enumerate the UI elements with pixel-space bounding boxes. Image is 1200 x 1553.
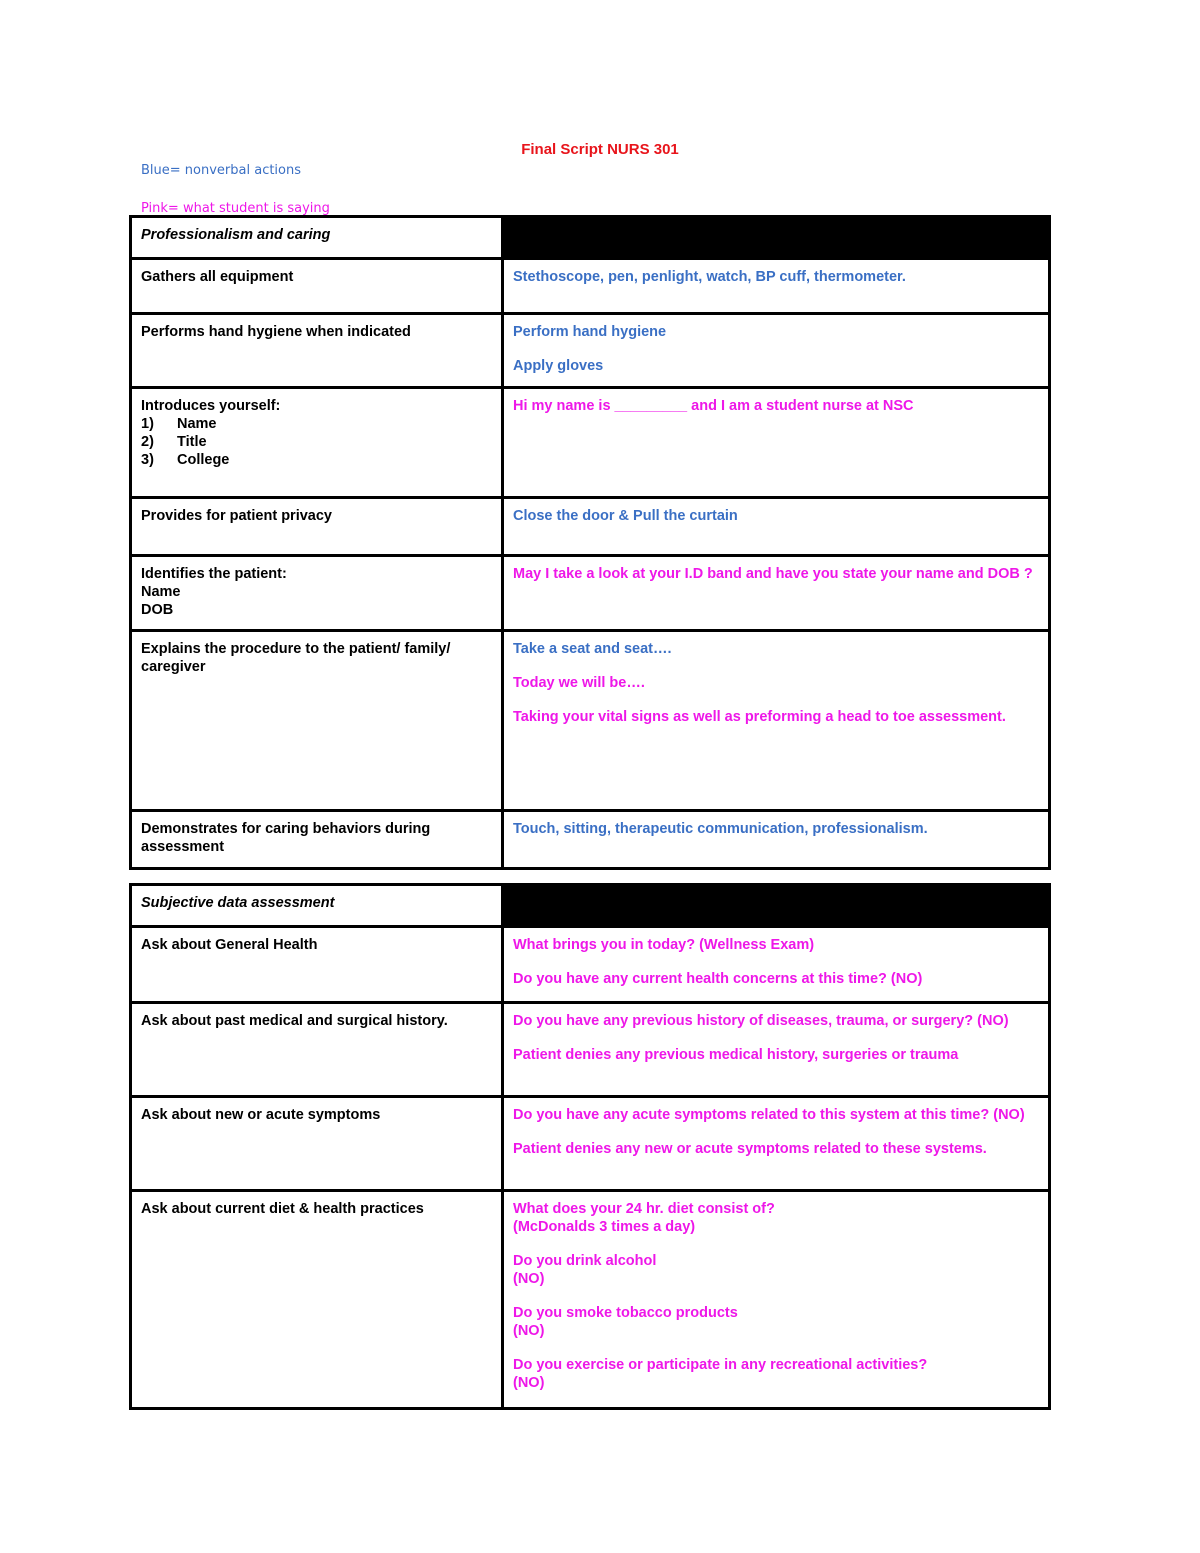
answer-line: (NO) xyxy=(513,1375,545,1391)
section-header: Professionalism and caring xyxy=(131,217,503,259)
subjective-data-table xyxy=(129,883,1051,1410)
speech-line: What brings you in today? (Wellness Exam) xyxy=(513,937,815,953)
header-dark-cell xyxy=(503,885,1050,927)
student-speech: Today we will be…. xyxy=(513,675,645,691)
legend-blue: Blue= nonverbal actions xyxy=(141,163,302,178)
script-cell xyxy=(503,631,1050,811)
speech-line: Do you have any current health concerns at this time? (NO) xyxy=(513,971,923,987)
table-row xyxy=(131,1097,1050,1191)
student-speech: Taking your vital signs as well as preforming a head to toe assessment. xyxy=(513,709,1006,725)
student-speech xyxy=(503,1097,1050,1191)
question-line: Do you smoke tobacco products xyxy=(513,1305,738,1321)
table-header-row xyxy=(131,885,1050,927)
speech-line: Patient denies any new or acute symptoms related to these systems. xyxy=(513,1141,987,1157)
action-line: Perform hand hygiene xyxy=(513,324,667,340)
list-item xyxy=(141,433,492,451)
student-speech: May I take a look at your I.D band and have you state your name and DOB ? xyxy=(503,556,1050,631)
answer-line: (NO) xyxy=(513,1271,545,1287)
table-row xyxy=(131,388,1050,498)
nonverbal-action xyxy=(503,314,1050,388)
nonverbal-action: Take a seat and seat…. xyxy=(513,641,672,657)
list-text: College xyxy=(177,452,230,468)
nonverbal-action: Touch, sitting, therapeutic communication, professionalism. xyxy=(503,811,1050,869)
criterion-heading: Introduces yourself: xyxy=(141,398,281,414)
criterion-label: Provides for patient privacy xyxy=(131,498,503,556)
nonverbal-action: Close the door & Pull the curtain xyxy=(503,498,1050,556)
list-number: 3) xyxy=(141,452,154,468)
question-line: Do you drink alcohol xyxy=(513,1253,657,1269)
section-header: Subjective data assessment xyxy=(131,885,503,927)
question-line: What does your 24 hr. diet consist of? xyxy=(513,1201,775,1217)
speech-line: Do you have any acute symptoms related to this system at this time? (NO) xyxy=(513,1107,1025,1123)
table-row xyxy=(131,498,1050,556)
criterion-label xyxy=(131,388,503,498)
speech-line: Do you have any previous history of diseases, trauma, or surgery? (NO) xyxy=(513,1013,1009,1029)
nonverbal-action: Stethoscope, pen, penlight, watch, BP cuff, thermometer. xyxy=(503,259,1050,314)
list-number: 1) xyxy=(141,416,154,432)
list-text: Title xyxy=(177,434,207,450)
criterion-label: Demonstrates for caring behaviors during assessment xyxy=(131,811,503,869)
table-row xyxy=(131,259,1050,314)
table-row xyxy=(131,631,1050,811)
table-row xyxy=(131,314,1050,388)
header-dark-cell xyxy=(503,217,1050,259)
answer-line: (NO) xyxy=(513,1323,545,1339)
table-header-row xyxy=(131,217,1050,259)
criterion-line: Name xyxy=(141,584,181,600)
criterion-label xyxy=(131,556,503,631)
student-speech xyxy=(503,1003,1050,1097)
action-line: Apply gloves xyxy=(513,358,604,374)
criterion-label: Performs hand hygiene when indicated xyxy=(131,314,503,388)
legend-pink: Pink= what student is saying xyxy=(141,201,330,216)
table-row xyxy=(131,811,1050,869)
table-row xyxy=(131,1003,1050,1097)
student-speech: Hi my name is _________ and I am a student nurse at NSC xyxy=(503,388,1050,498)
criterion-label: Gathers all equipment xyxy=(131,259,503,314)
table-row xyxy=(131,1191,1050,1409)
criterion-label: Explains the procedure to the patient/ family/ caregiver xyxy=(131,631,503,811)
list-text: Name xyxy=(177,416,217,432)
criterion-label: Ask about current diet & health practices xyxy=(131,1191,503,1409)
criterion-label: Ask about past medical and surgical history. xyxy=(131,1003,503,1097)
intro-list xyxy=(141,415,492,469)
criterion-line: DOB xyxy=(141,602,174,618)
criterion-label: Ask about General Health xyxy=(131,927,503,1003)
speech-line: Patient denies any previous medical history, surgeries or trauma xyxy=(513,1047,959,1063)
list-item xyxy=(141,451,492,469)
list-number: 2) xyxy=(141,434,154,450)
professionalism-table xyxy=(129,215,1051,870)
table-row xyxy=(131,556,1050,631)
student-speech xyxy=(503,927,1050,1003)
answer-line: (McDonalds 3 times a day) xyxy=(513,1219,696,1235)
student-speech xyxy=(503,1191,1050,1409)
document-title: Final Script NURS 301 xyxy=(521,141,679,158)
criterion-label: Ask about new or acute symptoms xyxy=(131,1097,503,1191)
list-item xyxy=(141,415,492,433)
table-row xyxy=(131,927,1050,1003)
criterion-heading: Identifies the patient: xyxy=(141,566,287,582)
question-line: Do you exercise or participate in any recreational activities? xyxy=(513,1357,928,1373)
